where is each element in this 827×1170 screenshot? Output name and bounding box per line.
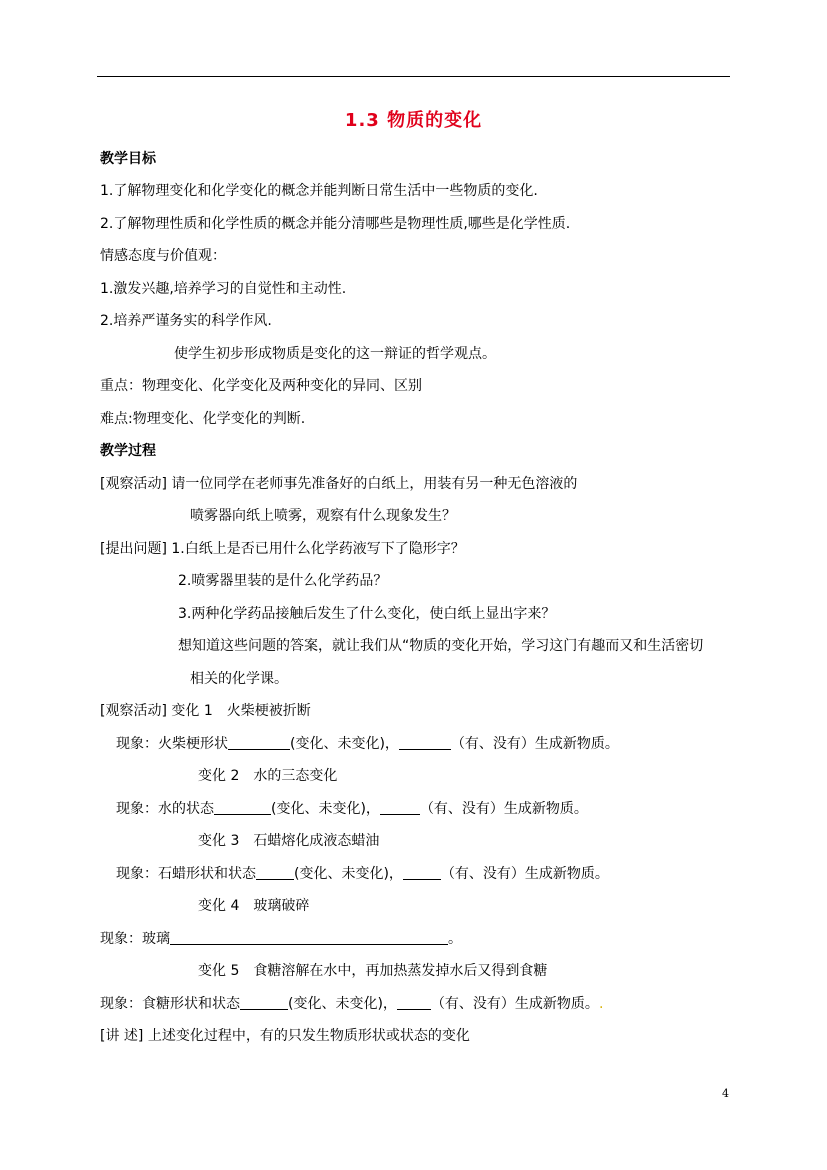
change-3-options-b: （有、没有）生成新物质。 (440, 866, 609, 882)
change-3-blank-b[interactable] (403, 865, 441, 880)
change-3-phenomenon (116, 865, 609, 883)
change-1-options-b: （有、没有）生成新物质。 (450, 736, 619, 752)
change-4-phenomenon (100, 930, 462, 948)
change-4-title: 变化 4 玻璃破碎 (198, 898, 310, 914)
intro-text-cont: 相关的化学课。 (190, 671, 288, 687)
goal-1: 1.了解物理变化和化学变化的概念并能判断日常生活中一些物质的变化. (100, 183, 538, 199)
change-3-title: 变化 3 石蜡熔化成液态蜡油 (198, 833, 380, 849)
change-1-label: 现象：火柴梗形状 (116, 736, 228, 752)
question-2: 2.喷雾器里装的是什么化学药品？ (178, 573, 388, 589)
intro-text: 想知道这些问题的答案，就让我们从“物质的变化开始，学习这门有趣而又和生活密切 (178, 638, 704, 654)
header-rule (97, 76, 730, 77)
change-1-blank-b[interactable] (399, 735, 451, 750)
change-5-blank-b[interactable] (397, 995, 431, 1010)
change-2-phenomenon (116, 800, 588, 818)
goals-heading: 教学目标 (100, 151, 156, 167)
change-5-options-b: （有、没有）生成新物质。 (430, 996, 599, 1012)
key-point: 重点：物理变化、化学变化及两种变化的异同、区别 (100, 378, 422, 394)
change-3-blank-a[interactable] (256, 865, 294, 880)
page-number: 4 (722, 1087, 729, 1100)
observe-activity-1: [观察活动] 请一位同学在老师事先准备好的白纸上，用装有另一种无色溶液的 (100, 476, 578, 492)
goal-2: 2.了解物理性质和化学性质的概念并能分清哪些是物理性质,哪些是化学性质. (100, 216, 571, 232)
emotion-2: 2.培养严谨务实的科学作风. (100, 313, 272, 329)
change-2-blank-a[interactable] (214, 800, 271, 815)
lecture-text: [讲 述] 上述变化过程中，有的只发生物质形状或状态的变化 (100, 1028, 470, 1044)
question-3: 3.两种化学药品接触后发生了什么变化，使白纸上显出字来？ (178, 606, 556, 622)
difficulty: 难点:物理变化、化学变化的判断. (100, 411, 306, 427)
emotion-3: 使学生初步形成物质是变化的这一辩证的哲学观点。 (174, 346, 496, 362)
change-5-blank-a[interactable] (240, 995, 288, 1010)
change-2-blank-b[interactable] (380, 800, 420, 815)
change-5-title: 变化 5 食糖溶解在水中，再加热蒸发掉水后又得到食糖 (198, 963, 548, 979)
question-1: [提出问题] 1.白纸上是否已用什么化学药液写下了隐形字？ (100, 541, 465, 557)
change-1-phenomenon (116, 735, 619, 753)
observe-activity-1-cont: 喷雾器向纸上喷雾，观察有什么现象发生？ (190, 508, 456, 524)
change-4-label: 现象：玻璃 (100, 931, 170, 947)
change-2-options-b: （有、没有）生成新物质。 (419, 801, 588, 817)
page-title: 1.3 物质的变化 (344, 110, 483, 131)
change-1-title: [观察活动] 变化 1 火柴梗被折断 (100, 703, 311, 719)
change-2-options-a: (变化、未变化)， (271, 801, 380, 817)
stray-dot: . (598, 996, 604, 1012)
emotion-1: 1.激发兴趣,培养学习的自觉性和主动性. (100, 281, 347, 297)
change-3-options-a: (变化、未变化)， (294, 866, 403, 882)
change-2-label: 现象：水的状态 (116, 801, 214, 817)
process-heading: 教学过程 (100, 443, 156, 459)
change-5-options-a: (变化、未变化)， (288, 996, 397, 1012)
change-3-label: 现象：石蜡形状和状态 (116, 866, 256, 882)
emotion-heading: 情感态度与价值观： (100, 248, 226, 264)
change-4-end: 。 (448, 931, 462, 947)
change-5-phenomenon (100, 995, 603, 1013)
change-2-title: 变化 2 水的三态变化 (198, 768, 338, 784)
change-1-blank-a[interactable] (228, 735, 290, 750)
change-1-options-a: (变化、未变化)， (290, 736, 399, 752)
change-4-blank[interactable] (170, 930, 448, 945)
change-5-label: 现象：食糖形状和状态 (100, 996, 240, 1012)
